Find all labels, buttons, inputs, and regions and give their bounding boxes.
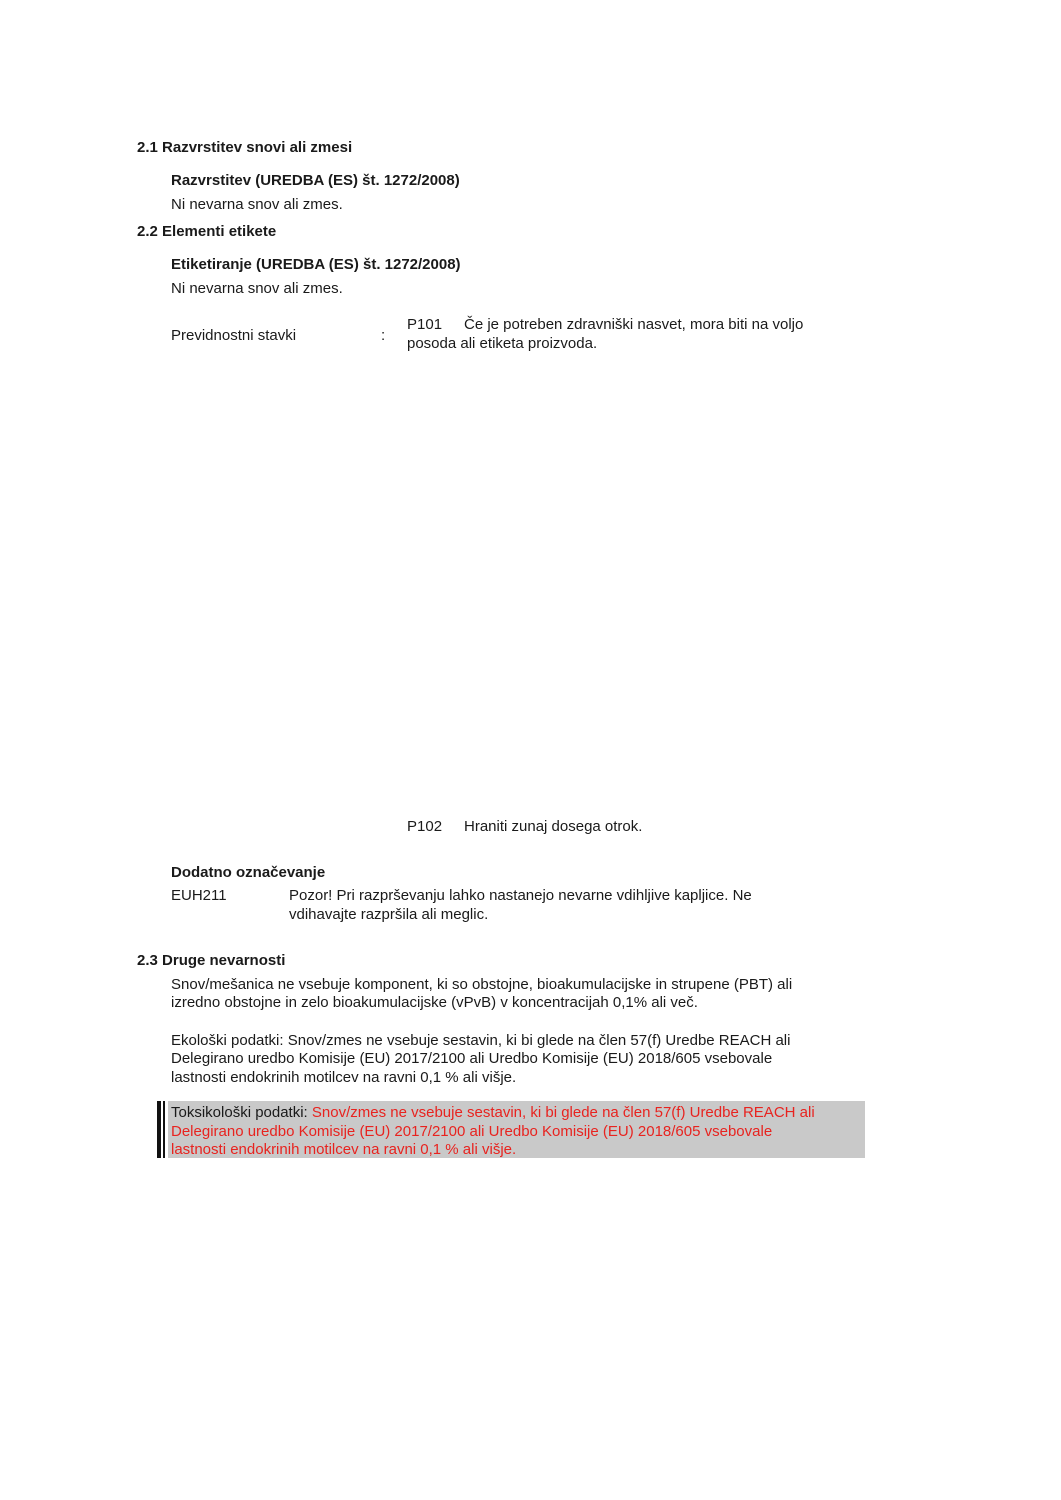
pbt-text-line-1: Snov/mešanica ne vsebuje komponent, ki so obstojne, bioakumulacijske in strupene (PBT) ali: [171, 976, 793, 993]
section-2-2-heading: 2.2 Elementi etikete: [137, 223, 277, 240]
tox-text-line-1: Snov/zmes ne vsebuje sestavin, ki bi glede na člen 57(f) Uredbe REACH ali: [311, 1104, 815, 1121]
section-2-3-heading: 2.3 Druge nevarnosti: [137, 952, 286, 969]
euh211-text-line-2: vdihavajte razpršila ali meglic.: [289, 906, 489, 923]
section-2-2-text: Ni nevarna snov ali zmes.: [171, 280, 343, 297]
p102-code: P102: [407, 818, 443, 835]
eco-text-line-2: Delegirano uredbo Komisije (EU) 2017/2100 ali Uredbo Komisije (EU) 2018/605 vsebovale: [171, 1050, 773, 1067]
eco-text-line-3: lastnosti endokrinih motilcev na ravni 0,1 % ali višje.: [171, 1069, 517, 1086]
p102-text: Hraniti zunaj dosega otrok.: [464, 818, 643, 835]
euh211-text-line-1: Pozor! Pri razprševanju lahko nastanejo nevarne vdihljive kapljice. Ne: [289, 887, 752, 904]
section-2-1-text: Ni nevarna snov ali zmes.: [171, 196, 343, 213]
additional-labelling-heading: Dodatno označevanje: [171, 864, 326, 881]
section-2-1-heading: 2.1 Razvrstitev snovi ali zmesi: [137, 139, 353, 156]
pbt-text-line-2: izredno obstojne in zelo bioakumulacijske (vPvB) v koncentracijah 0,1% ali več.: [171, 994, 698, 1011]
p101-code: P101: [407, 316, 443, 333]
change-bar-thin: [163, 1101, 165, 1158]
section-2-1-subheading: Razvrstitev (UREDBA (ES) št. 1272/2008): [171, 172, 460, 189]
tox-text-line-3: lastnosti endokrinih motilcev na ravni 0,1 % ali višje.: [171, 1141, 517, 1158]
precaution-colon: :: [381, 327, 386, 344]
precaution-label: Previdnostni stavki: [171, 327, 297, 344]
eco-text-line-1: Ekološki podatki: Snov/zmes ne vsebuje sestavin, ki bi glede na člen 57(f) Uredbe REACH ali: [171, 1032, 791, 1049]
tox-label: Toksikološki podatki:: [171, 1104, 312, 1121]
p101-text-line-1: Če je potreben zdravniški nasvet, mora biti na voljo: [464, 316, 804, 333]
tox-line-1: [171, 1103, 815, 1122]
tox-text-line-2: Delegirano uredbo Komisije (EU) 2017/2100 ali Uredbo Komisije (EU) 2018/605 vsebovale: [171, 1123, 773, 1140]
euh211-code: EUH211: [171, 887, 227, 904]
change-bar: [157, 1101, 161, 1158]
p101-text-line-2: posoda ali etiketa proizvoda.: [407, 335, 598, 352]
section-2-2-subheading: Etiketiranje (UREDBA (ES) št. 1272/2008): [171, 256, 461, 273]
